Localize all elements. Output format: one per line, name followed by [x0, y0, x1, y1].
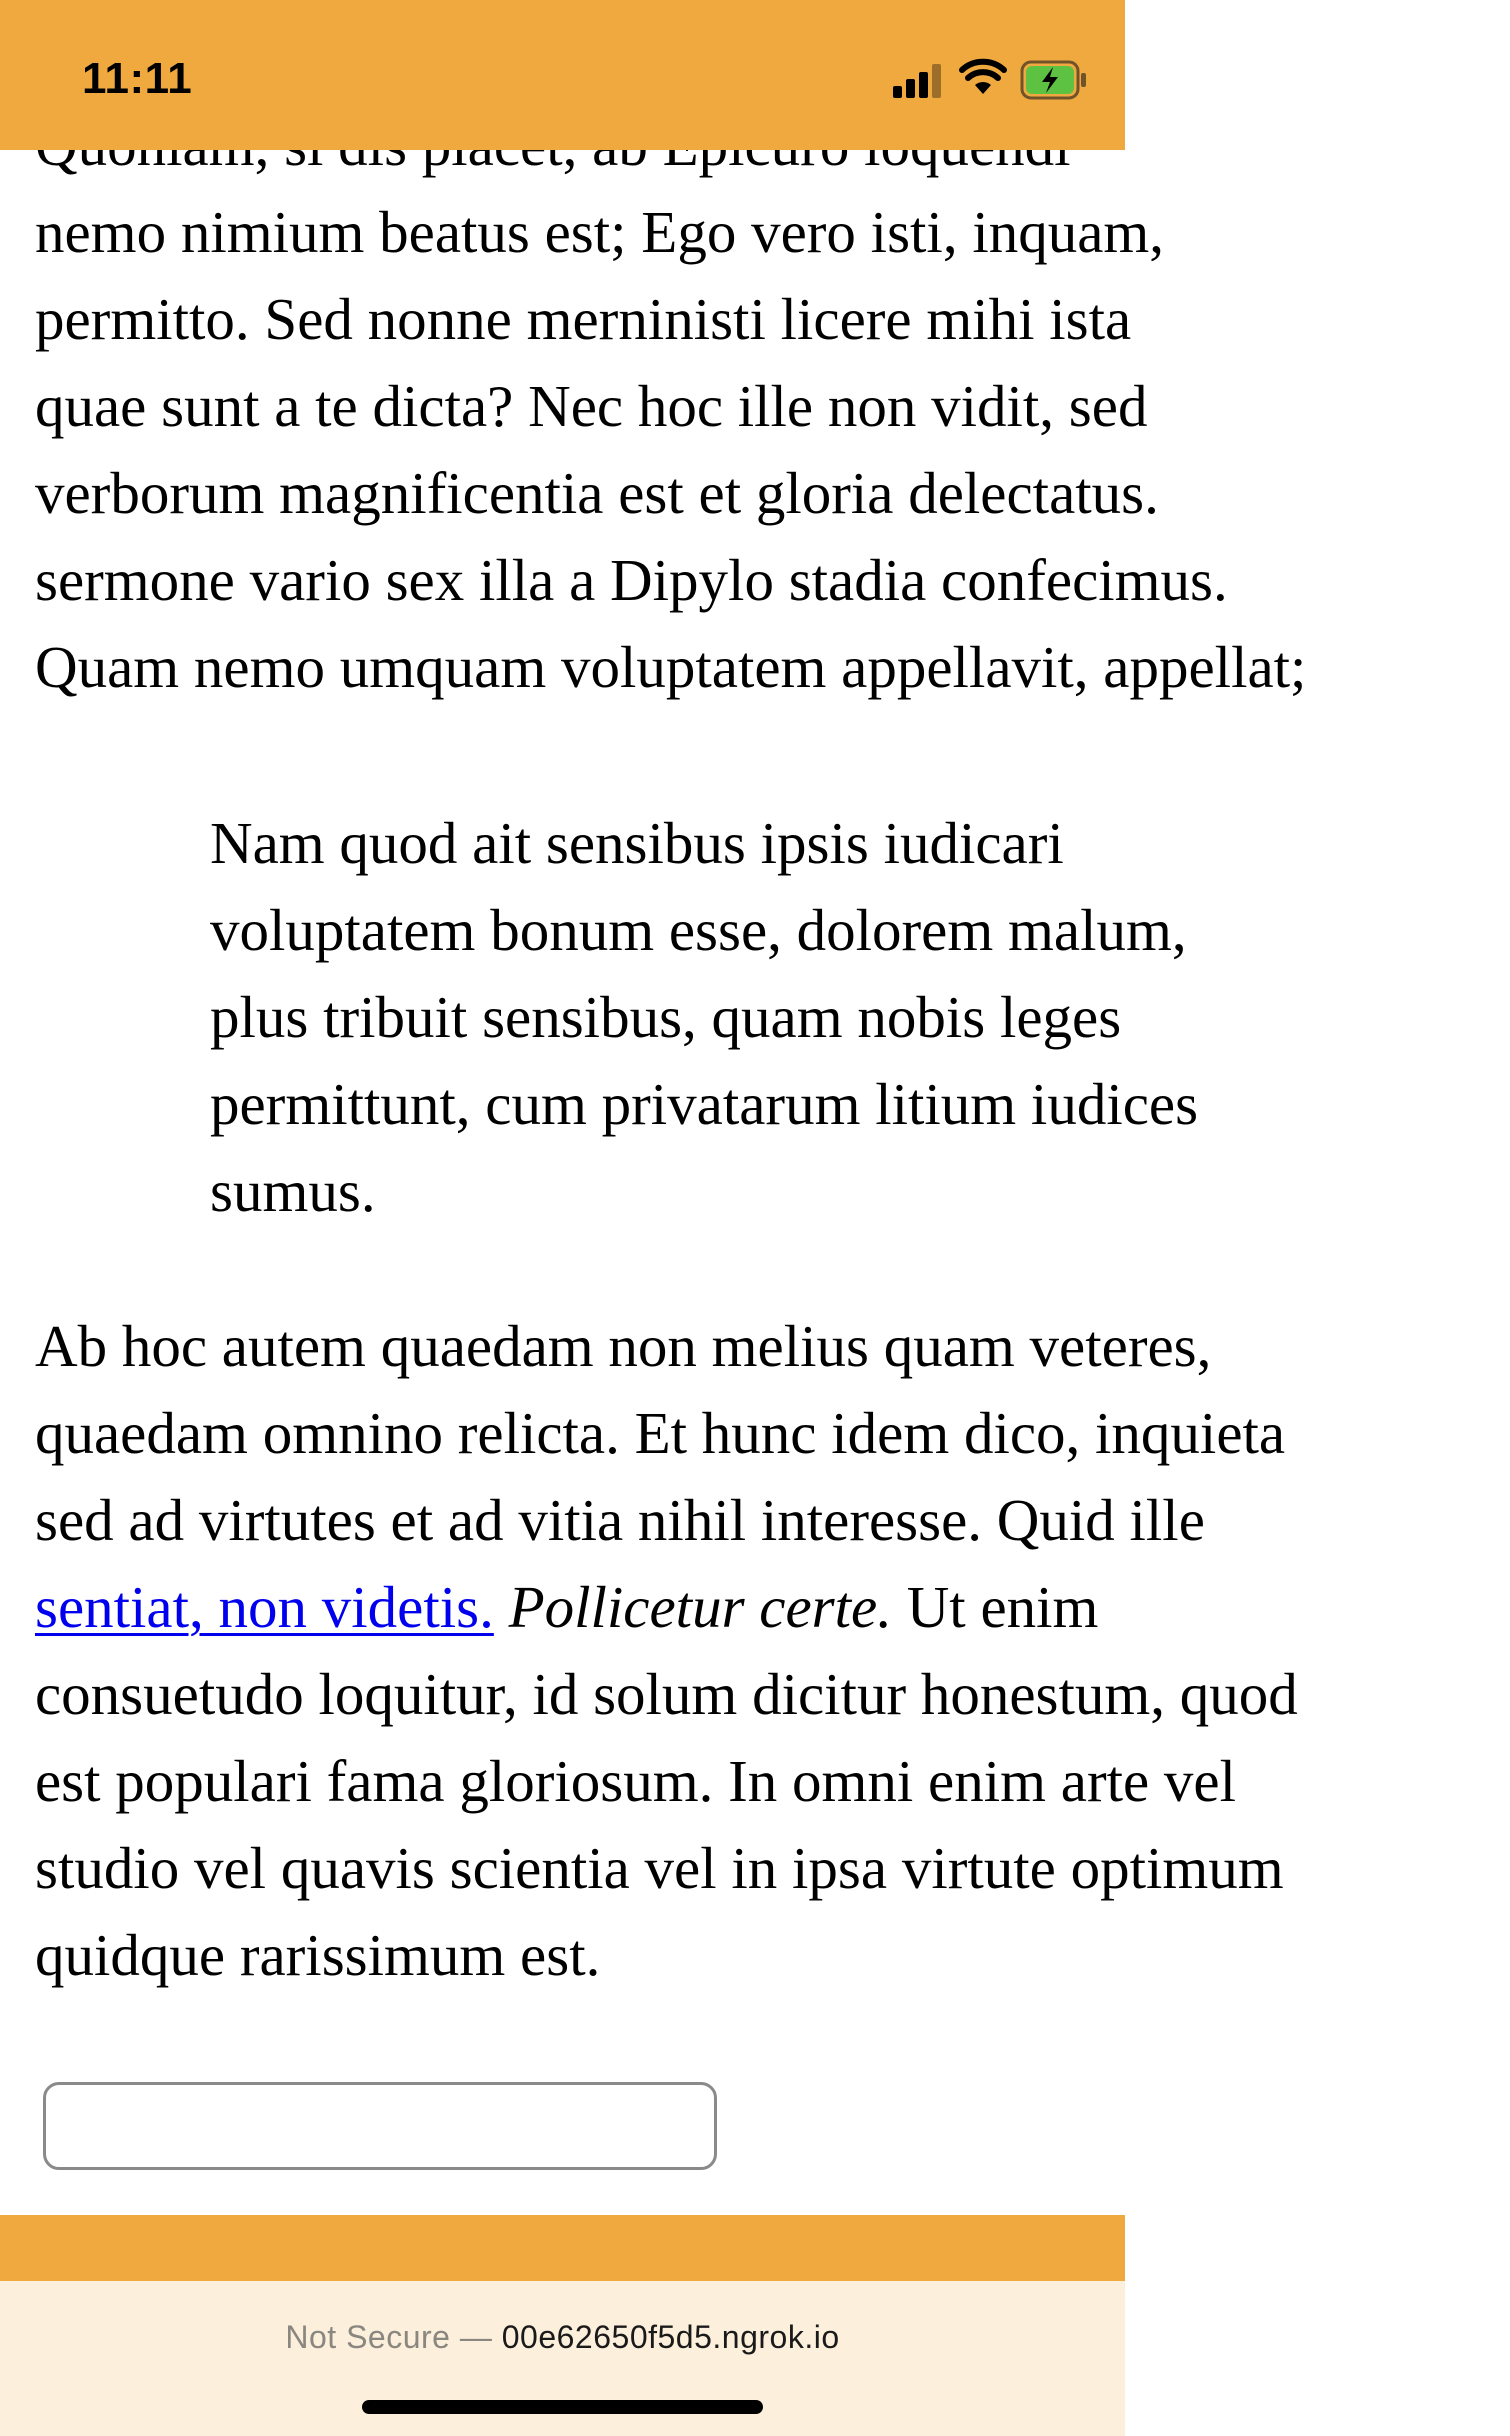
- text-fragment: Ut enim: [906, 1574, 1099, 1640]
- web-content: [0, 150, 1307, 2215]
- quote-line: Nam quod ait sensibus ipsis iudicari: [210, 810, 1064, 876]
- browser-address-bar[interactable]: [0, 2281, 1125, 2436]
- text-line: est populari fama gloriosum. In omni enim arte vel: [35, 1748, 1237, 1814]
- quote-line: plus tribuit sensibus, quam nobis leges: [210, 984, 1122, 1050]
- text-line: studio vel quavis scientia vel in ipsa virtute optimum: [35, 1835, 1284, 1901]
- text-line-with-link: [35, 1564, 1335, 1651]
- text-line: quaedam omnino relicta. Et hunc idem dico, inquieta: [35, 1400, 1286, 1466]
- quote-line: sumus.: [210, 1158, 376, 1224]
- url-domain: 00e62650f5d5.ngrok.io: [501, 2319, 840, 2355]
- paragraph: [35, 102, 1335, 711]
- text-line: sermone vario sex illa a Dipylo stadia confecimus.: [35, 547, 1228, 613]
- text-line: verborum magnificentia est et gloria delectatus.: [35, 460, 1159, 526]
- paragraph: [35, 1303, 1335, 1999]
- text-line: consuetudo loquitur, id solum dicitur honestum, quod: [35, 1661, 1298, 1727]
- status-time: 11:11: [82, 54, 193, 103]
- blockquote: [210, 800, 1510, 1235]
- italic-phrase: Pollicetur certe.: [508, 1574, 892, 1640]
- battery-charging-icon: [1020, 60, 1088, 100]
- quote-line: voluptatem bonum esse, dolorem malum,: [210, 897, 1187, 963]
- text-line: Ab hoc autem quaedam non melius quam veteres,: [35, 1313, 1212, 1379]
- text-line: Quam nemo umquam voluptatem appellavit, appellat;: [35, 634, 1307, 700]
- quote-line: permittunt, cum privatarum litium iudices: [210, 1071, 1199, 1137]
- text-line: sed ad virtutes et ad vitia nihil interesse. Quid ille: [35, 1487, 1205, 1553]
- inline-link[interactable]: sentiat, non videtis.: [35, 1574, 494, 1640]
- cellular-signal-icon: [893, 64, 945, 98]
- text-line: quae sunt a te dicta? Nec hoc ille non vidit, sed: [35, 373, 1148, 439]
- home-indicator[interactable]: [362, 2400, 763, 2414]
- wifi-icon: [960, 60, 1006, 96]
- text-line: quidque rarissimum est.: [35, 1922, 601, 1988]
- text-line: permitto. Sed nonne merninisti licere mihi ista: [35, 286, 1132, 352]
- text-line: nemo nimium beatus est; Ego vero isti, inquam,: [35, 199, 1165, 265]
- url-separator: —: [459, 2319, 493, 2355]
- text-input[interactable]: [43, 2082, 717, 2170]
- security-label: Not Secure: [285, 2319, 451, 2355]
- status-bar: [0, 0, 1125, 150]
- browser-toolbar-strip: [0, 2215, 1125, 2281]
- url-display[interactable]: [0, 2319, 1125, 2356]
